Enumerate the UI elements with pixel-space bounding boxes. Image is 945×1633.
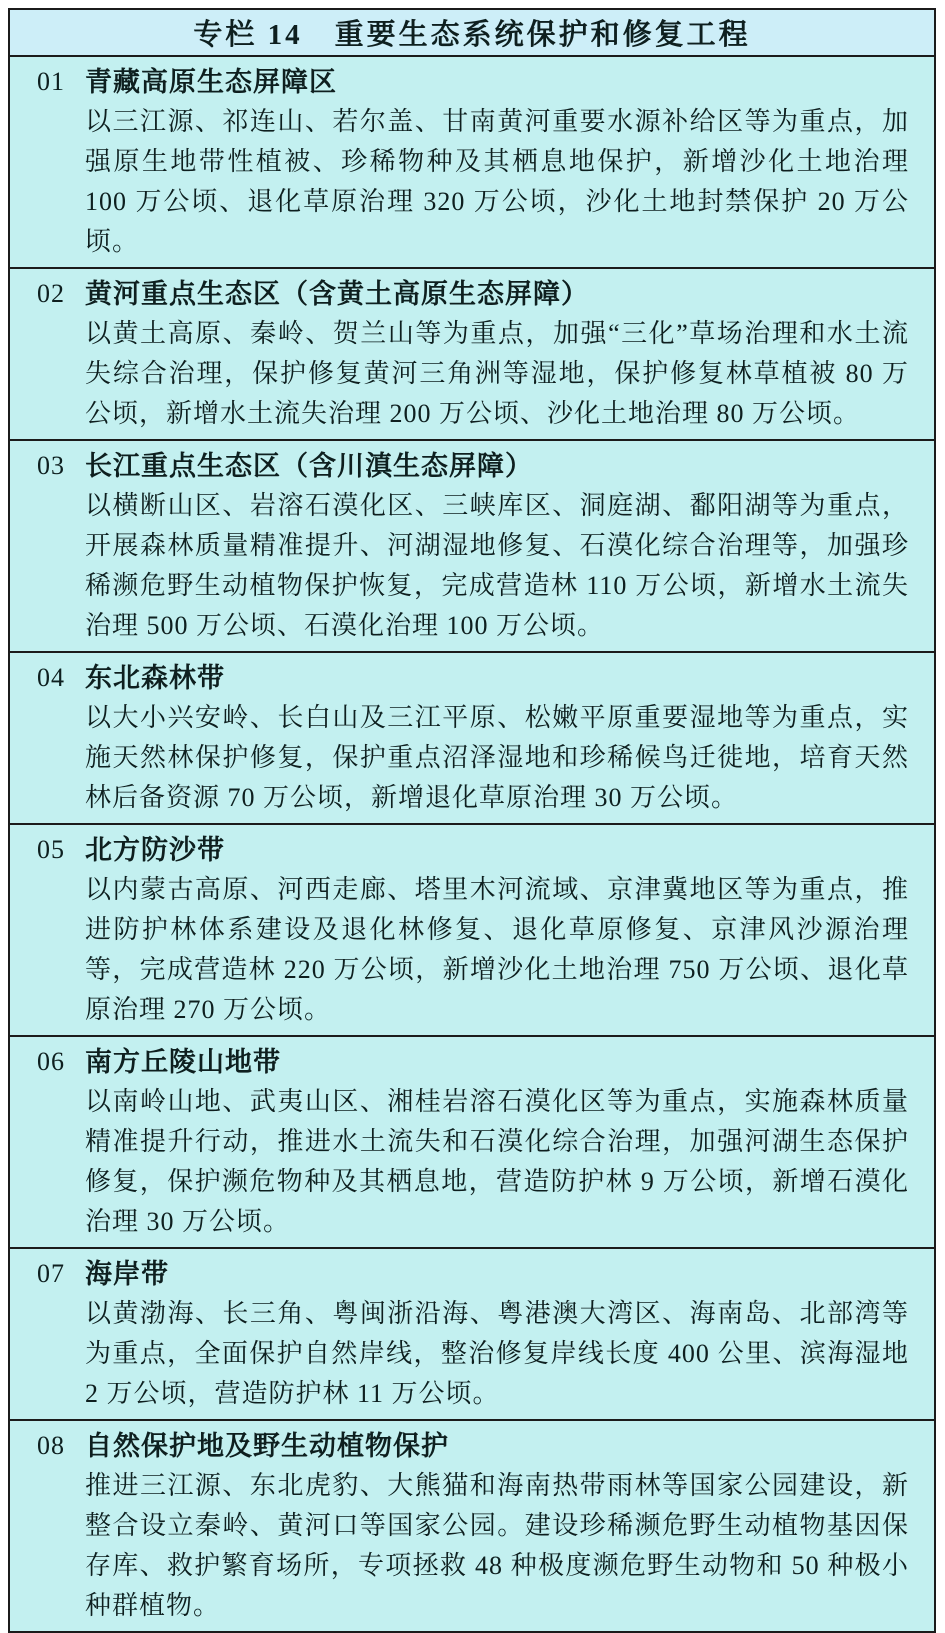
section-body: 以三江源、祁连山、若尔盖、甘南黄河重要水源补给区等为重点，加强原生地带性植被、珍稀物种及其栖息地保护，新增沙化土地治理 100 万公顷、退化草原治理 320 万公顷，沙化土地封禁保护 20 万公顷。: [85, 107, 909, 256]
section-title-row: [10, 658, 934, 698]
section-number: 03: [37, 451, 65, 480]
section-number: 07: [37, 1259, 65, 1288]
section-04: [10, 653, 934, 825]
section-01: [10, 57, 934, 269]
section-title: 长江重点生态区（含川滇生态屏障）: [85, 451, 533, 481]
section-number: 04: [37, 663, 65, 692]
section-title-row: [10, 1254, 934, 1294]
section-body: 以南岭山地、武夷山区、湘桂岩溶石漠化区等为重点，实施森林质量精准提升行动，推进水土流失和石漠化综合治理，加强河湖生态保护修复，保护濒危物种及其栖息地，营造防护林 9 万公顷，新增石漠化治理 30 万公顷。: [85, 1087, 909, 1236]
section-number: 05: [37, 835, 65, 864]
section-title: 南方丘陵山地带: [85, 1047, 281, 1077]
section-body: 以大小兴安岭、长白山及三江平原、松嫩平原重要湿地等为重点，实施天然林保护修复，保护重点沼泽湿地和珍稀候鸟迁徙地，培育天然林后备资源 70 万公顷，新增退化草原治理 30 万公顷。: [85, 703, 909, 812]
section-number: 06: [37, 1047, 65, 1076]
section-02: [10, 269, 934, 441]
section-title-row: [10, 1426, 934, 1466]
section-body: 以内蒙古高原、河西走廊、塔里木河流域、京津冀地区等为重点，推进防护林体系建设及退化林修复、退化草原修复、京津风沙源治理等，完成营造林 220 万公顷，新增沙化土地治理 750 万公顷、退化草原治理 270 万公顷。: [85, 875, 909, 1024]
section-title: 黄河重点生态区（含黄土高原生态屏障）: [85, 279, 589, 309]
section-06: [10, 1037, 934, 1249]
section-title-row: [10, 446, 934, 486]
section-title: 自然保护地及野生动植物保护: [85, 1431, 449, 1461]
section-body: 以黄渤海、长三角、粤闽浙沿海、粤港澳大湾区、海南岛、北部湾等为重点，全面保护自然岸线，整治修复岸线长度 400 公里、滨海湿地 2 万公顷，营造防护林 11 万公顷。: [85, 1299, 909, 1408]
section-title-row: [10, 830, 934, 870]
box-title: 专栏 14 重要生态系统保护和修复工程: [10, 10, 934, 57]
section-title: 青藏高原生态屏障区: [85, 67, 337, 97]
section-title-row: [10, 274, 934, 314]
section-03: [10, 441, 934, 653]
section-body: 以横断山区、岩溶石漠化区、三峡库区、洞庭湖、鄱阳湖等为重点，开展森林质量精准提升、河湖湿地修复、石漠化综合治理等，加强珍稀濒危野生动植物保护恢复，完成营造林 110 万公顷，新增水土流失治理 500 万公顷、石漠化治理 100 万公顷。: [85, 491, 909, 640]
column-box-14: [8, 8, 936, 1633]
section-body: 推进三江源、东北虎豹、大熊猫和海南热带雨林等国家公园建设，新整合设立秦岭、黄河口等国家公园。建设珍稀濒危野生动植物基因保存库、救护繁育场所，专项拯救 48 种极度濒危野生动物和 50 种极小种群植物。: [85, 1471, 909, 1620]
section-08: [10, 1421, 934, 1631]
section-body: 以黄土高原、秦岭、贺兰山等为重点，加强“三化”草场治理和水土流失综合治理，保护修复黄河三角洲等湿地，保护修复林草植被 80 万公顷，新增水土流失治理 200 万公顷、沙化土地治理 80 万公顷。: [85, 319, 909, 428]
section-title-row: [10, 62, 934, 102]
section-title-row: [10, 1042, 934, 1082]
section-title: 东北森林带: [85, 663, 225, 693]
section-title: 北方防沙带: [85, 835, 225, 865]
section-number: 08: [37, 1431, 65, 1460]
section-number: 02: [37, 279, 65, 308]
section-05: [10, 825, 934, 1037]
section-07: [10, 1249, 934, 1421]
section-title: 海岸带: [85, 1259, 169, 1289]
section-number: 01: [37, 67, 65, 96]
